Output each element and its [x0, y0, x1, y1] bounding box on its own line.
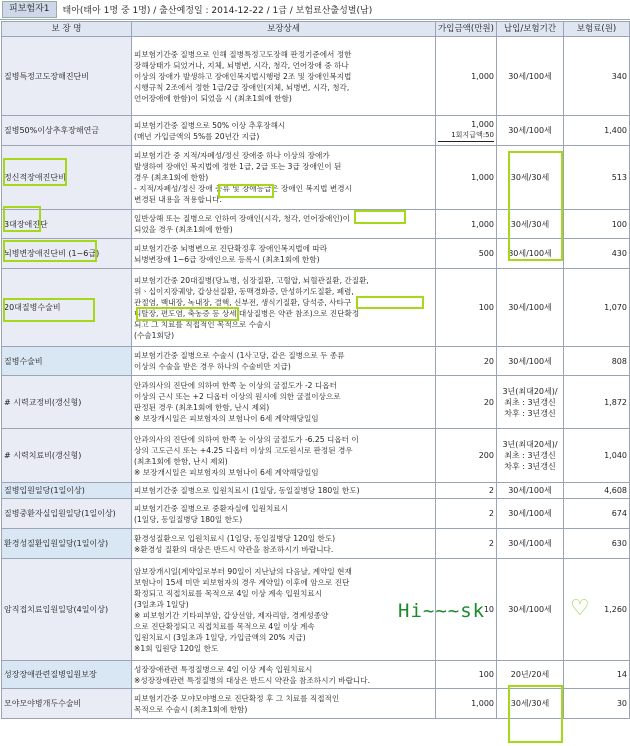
- table-row: [2, 37, 630, 116]
- coverage-period: 30세/30세: [497, 146, 564, 210]
- coverage-detail: 피보험기간 중 지적/자폐성/정신 장애중 하나 이상의 장애가 발생하여 장애인 복지법에 정한 1급, 2급 또는 3급 장애인이 된 경우 (최초1회에 한함) - 지적/자폐성/정신 장애 종류 및 장애등급은 장애인 복지법 변경시 변경된 내용을 적용합니다.: [132, 146, 436, 210]
- coverage-detail: 피보험기간중 질병으로 중환자실에 입원치료시 (1일당, 동일질병당 180일 한도): [132, 499, 436, 529]
- coverage-period: 30세/100세: [497, 483, 564, 499]
- col-header-name: 보 장 명: [2, 22, 132, 37]
- table-row: [2, 376, 630, 429]
- coverage-period: 30세/100세: [497, 559, 564, 661]
- coverage-premium: 1,872: [564, 376, 630, 429]
- coverage-premium: 1,070: [564, 269, 630, 347]
- coverage-detail: 안과의사의 진단에 의하여 한쪽 눈 이상의 굴절도가 -2 디옵터 이상의 근시 또는 +2 디옵터 이상의 원시에 의한 굴절이상으로 판정된 경우 (최초1회에 한함, 난시 제외) ※ 보장개시일은 피보험자의 보험나이 6세 계약해당일임: [132, 376, 436, 429]
- table-row: [2, 429, 630, 483]
- highlight-box: [356, 296, 424, 309]
- coverage-premium: 1,040: [564, 429, 630, 483]
- coverage-period: 30세/100세: [497, 269, 564, 347]
- annotation-text: Hi~~~sk: [398, 600, 486, 622]
- coverage-name: 질병50%이상추후장해연금: [2, 116, 132, 146]
- coverage-period: 30세/100세: [497, 347, 564, 376]
- coverage-premium: 513: [564, 146, 630, 210]
- coverage-period: 30세/30세: [497, 210, 564, 239]
- col-header-premium: 보험료(원): [564, 22, 630, 37]
- coverage-amount: 2: [436, 529, 497, 559]
- coverage-amount: 100: [436, 269, 497, 347]
- coverage-detail: 피보험기간중 질병으로 50% 이상 추후장해시 (매년 가입금액의 5%를 20년간 지급): [132, 116, 436, 146]
- coverage-detail: 피보험기간중 질병으로 인해 질병특정고도장해 판정기준에서 정한 장해상태가 되었거나, 지체, 뇌병변, 시각, 청각, 언어장애 중 하나 이상의 장애가 발생하고 장애인복지법시행령 2조 및 장애인복지법 시행규칙 2조에서 정한 1급/2급 장애인(지체, 뇌병변, 시각, 청각, 언어장애에 한함)이 되었을 시 (최초1회에 한함): [132, 37, 436, 116]
- table-row: [2, 116, 630, 146]
- coverage-amount: 100: [436, 661, 497, 689]
- col-header-detail: 보장상세: [132, 22, 436, 37]
- coverage-name: 환경성질환입원일당(1일이상): [2, 529, 132, 559]
- table-row: [2, 499, 630, 529]
- coverage-amount: 10: [436, 559, 497, 661]
- coverage-name: 20대질병수술비: [2, 269, 132, 347]
- coverage-period: 3년(최대20세)/ 최초 : 3년갱신 차후 : 3년갱신: [497, 376, 564, 429]
- table-row: [2, 559, 630, 661]
- coverage-detail: 암보장개시일(계약일로부터 90일이 지난날의 다음날, 계약일 현재 보험나이 15세 미만 피보험자의 경우 계약일) 이후에 암으로 진단 확정되고 직접치료를 목적으로 4일 이상 계속 입원치료시 (3일초과 1일당) ※ 피보험기간 기타피부암, 갑상선암, 제자리암, 경계성종양 으로 진단확정되고 직접치료를 목적으로 4일 이상 계속 입원치료시 (3일초과 1일당, 가입금액의 20% 지급) ※1회 입원당 120일 한도: [132, 559, 436, 661]
- coverage-premium: 340: [564, 37, 630, 116]
- coverage-premium: 430: [564, 239, 630, 269]
- coverage-premium: 630: [564, 529, 630, 559]
- coverage-name: 질병수술비: [2, 347, 132, 376]
- coverage-premium: 4,608: [564, 483, 630, 499]
- coverage-premium: 808: [564, 347, 630, 376]
- coverage-name: 질병특정고도장해진단비: [2, 37, 132, 116]
- insured-tag: 피보험자1: [2, 1, 57, 18]
- highlight-box: [136, 307, 239, 321]
- header-bar: [0, 0, 630, 20]
- highlight-box: [3, 298, 95, 322]
- coverage-amount: 2: [436, 483, 497, 499]
- coverage-amount: 2: [436, 499, 497, 529]
- coverage-amount: 1,000: [436, 37, 497, 116]
- table-row: [2, 529, 630, 559]
- amount-note: 1회지급액:50: [438, 130, 494, 142]
- highlight-box: [218, 184, 274, 198]
- coverage-premium: 30: [564, 689, 630, 719]
- coverage-detail: 피보험기간중 모야모야병으로 진단확정 후 그 치료를 직접적인 목적으로 수술시 (최초1회에 한함): [132, 689, 436, 719]
- coverage-name: # 시력치료비(갱신형): [2, 429, 132, 483]
- coverage-detail: 안과의사의 진단에 의하여 한쪽 눈 이상의 굴절도가 -6.25 디옵터 이 상의 고도근시 또는 +4.25 디옵터 이상의 고도원시로 판정된 경우 (최초1회에 한함, 난시 제외) ※ 보장개시일은 피보험자의 보험나이 6세 계약해당일임: [132, 429, 436, 483]
- highlight-box: [354, 210, 406, 224]
- coverage-period: 30세/100세: [497, 239, 564, 269]
- coverage-name: # 시력교정비(갱신형): [2, 376, 132, 429]
- coverage-detail: 피보험기간중 질병으로 수술시 (1사고당, 같은 질병으로 두 종류 이상의 수술을 받은 경우 하나의 수술비만 지급): [132, 347, 436, 376]
- highlight-box: [3, 206, 41, 232]
- highlight-box: [3, 158, 67, 186]
- table-row: [2, 347, 630, 376]
- coverage-period: 30세/30세: [497, 689, 564, 719]
- table-row: [2, 483, 630, 499]
- coverage-period: 30세/100세: [497, 116, 564, 146]
- coverage-name: 3대장애진단: [2, 210, 132, 239]
- coverage-premium: 1,400: [564, 116, 630, 146]
- amount-value: 1,000: [471, 120, 494, 129]
- highlight-box: [508, 685, 563, 743]
- coverage-period: 30세/100세: [497, 37, 564, 116]
- coverage-amount: 1,000: [436, 689, 497, 719]
- coverage-period: 20년/20세: [497, 661, 564, 689]
- coverage-table: [1, 21, 630, 719]
- coverage-period: 30세/100세: [497, 499, 564, 529]
- insured-info: 태아(태아 1명 중 1명) / 출산예정일 : 2014-12-22 / 1급 / 보험료산출성별(남): [62, 6, 373, 16]
- coverage-name: 암직접치료입원일당(4일이상): [2, 559, 132, 661]
- coverage-detail: 성장장애관련 특정질병으로 4일 이상 계속 입원치료시 ※성장장애관련 특정질병의 대상은 반드시 약관을 참조하시기 바랍니다.: [132, 661, 436, 689]
- coverage-period: 3년(최대20세)/ 최초 : 3년갱신 차후 : 3년갱신: [497, 429, 564, 483]
- coverage-detail: 피보험기간중 20대질병(당뇨병, 심장질환, 고혈압, 뇌혈관질환, 간질환, 위ㆍ십이지장궤양, 갑상선질환, 동맥경화증, 만성하기도질환, 폐렴, 관절염, 백내장, 녹내장, 결핵, 신부전, 생식기질환, 담석증, 사타구 니탈장, 편도염, 축농증 등 상세 대상질병은 약관 참조)으로 진단확정 되고 그 치료를 직접적인 목적으로 수술시 (수술1회당): [132, 269, 436, 347]
- coverage-name: 질병입원일당(1일이상): [2, 483, 132, 499]
- coverage-name: 모야모야병개두수술비: [2, 689, 132, 719]
- coverage-name: 뇌병변장애진단비 (1~6급): [2, 239, 132, 269]
- highlight-box: [3, 240, 97, 262]
- coverage-name: 성장장애관련질병입원보장: [2, 661, 132, 689]
- coverage-premium: 674: [564, 499, 630, 529]
- highlight-box: [508, 151, 563, 261]
- coverage-premium: 14: [564, 661, 630, 689]
- heart-icon: ♡: [570, 596, 590, 621]
- coverage-amount: 20: [436, 347, 497, 376]
- coverage-amount: [436, 116, 497, 146]
- coverage-premium: 1,260: [564, 559, 630, 661]
- coverage-detail: 일반상해 또는 질병으로 인하여 장애인(시각, 청각, 언어장애인)이 되었을 경우 (최초1회에 한함): [132, 210, 436, 239]
- coverage-name: 정신적장애진단비: [2, 146, 132, 210]
- coverage-amount: 20: [436, 376, 497, 429]
- coverage-amount: 1,000: [436, 210, 497, 239]
- coverage-amount: 1,000: [436, 146, 497, 210]
- coverage-detail: 환경성질환으로 입원치료시 (1일당, 동일질병당 120일 한도) ※환경성 질환의 대상은 반드시 약관을 참조하시기 바랍니다.: [132, 529, 436, 559]
- coverage-name: 질병중환자실입원일당(1일이상): [2, 499, 132, 529]
- coverage-premium: 100: [564, 210, 630, 239]
- coverage-detail: 피보험기간중 뇌병변으로 진단확정후 장애인복지법에 따라 뇌병변장애 1~6급 장애인으로 등록시 (최초1회에 한함): [132, 239, 436, 269]
- coverage-amount: 500: [436, 239, 497, 269]
- col-header-amount: 가입금액(만원): [436, 22, 497, 37]
- table-row: [2, 269, 630, 347]
- coverage-detail: 피보험기간중 질병으로 입원치료시 (1일당, 동일질병당 180일 한도): [132, 483, 436, 499]
- coverage-amount: 200: [436, 429, 497, 483]
- col-header-period: 납입/보험기간: [497, 22, 564, 37]
- coverage-period: 30세/100세: [497, 529, 564, 559]
